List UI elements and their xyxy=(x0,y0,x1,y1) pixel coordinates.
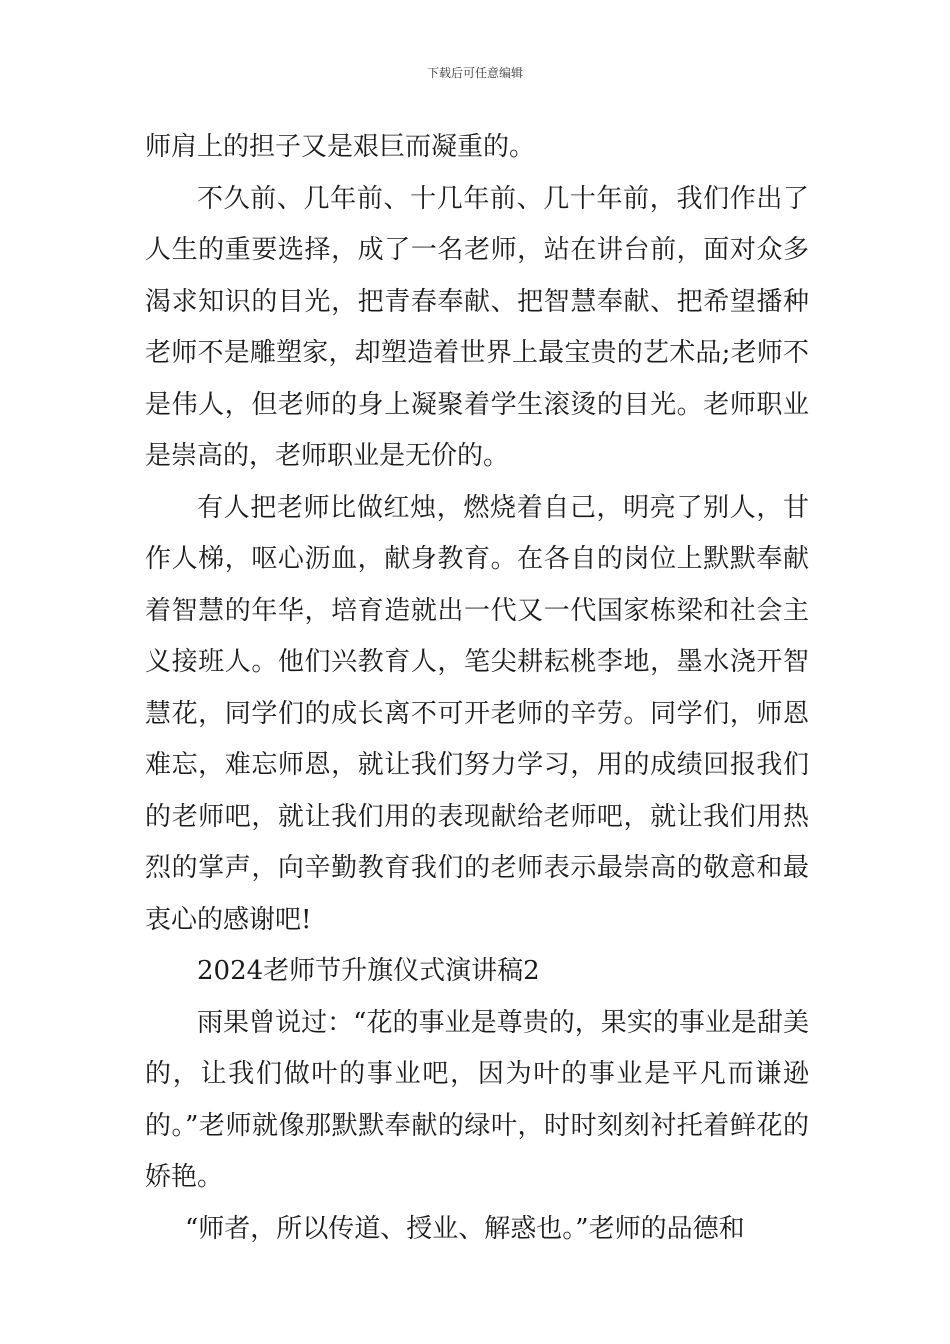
paragraph-hugo-quote: 雨果曾说过：“花的事业是尊贵的，果实的事业是甜美的，让我们做叶的事业吧，因为叶的事业是平凡而谦逊的。”老师就像那默默奉献的绿叶，时时刻刻衬托着鲜花的娇艳。 xyxy=(145,1007,809,1192)
page-header: 下载后可任意编辑 xyxy=(426,66,523,80)
document-body xyxy=(145,122,809,1255)
paragraph-teacher-quote: “师者，所以传道、授业、解惑也。”老师的品德和 xyxy=(185,1213,745,1244)
paragraph-career-choice: 不久前、几年前、十几年前、几十年前，我们作出了人生的重要选择，成了一名老师，站在讲台前，面对众多渴求知识的目光，把青春奉献、把智慧奉献、把希望播种老师不是雕塑家，却塑造着世界上最宝贵的艺术品;老师不是伟人，但老师的身上凝聚着学生滚烫的目光。老师职业是崇高的，老师职业是无价的。 xyxy=(145,183,809,471)
paragraph-red-candle: 有人把老师比做红烛，燃烧着自己，明亮了别人，甘作人梯，呕心沥血，献身教育。在各自的岗位上默默奉献着智慧的年华，培育造就出一代又一代国家栋梁和社会主义接班人。他们兴教育人，笔尖耕耘桃李地，墨水浇开智慧花，同学们的成长离不可开老师的辛劳。同学们，师恩难忘，难忘师恩，就让我们努力学习，用的成绩回报我们的老师吧，就让我们用的表现献给老师吧，就让我们用热烈的掌声，向辛勤教育我们的老师表示最崇高的敬意和最衷心的感谢吧! xyxy=(145,492,809,935)
paragraph-continuation: 师肩上的担子又是艰巨而凝重的。 xyxy=(145,132,536,162)
section-title: 2024老师节升旗仪式演讲稿2 xyxy=(197,956,540,986)
